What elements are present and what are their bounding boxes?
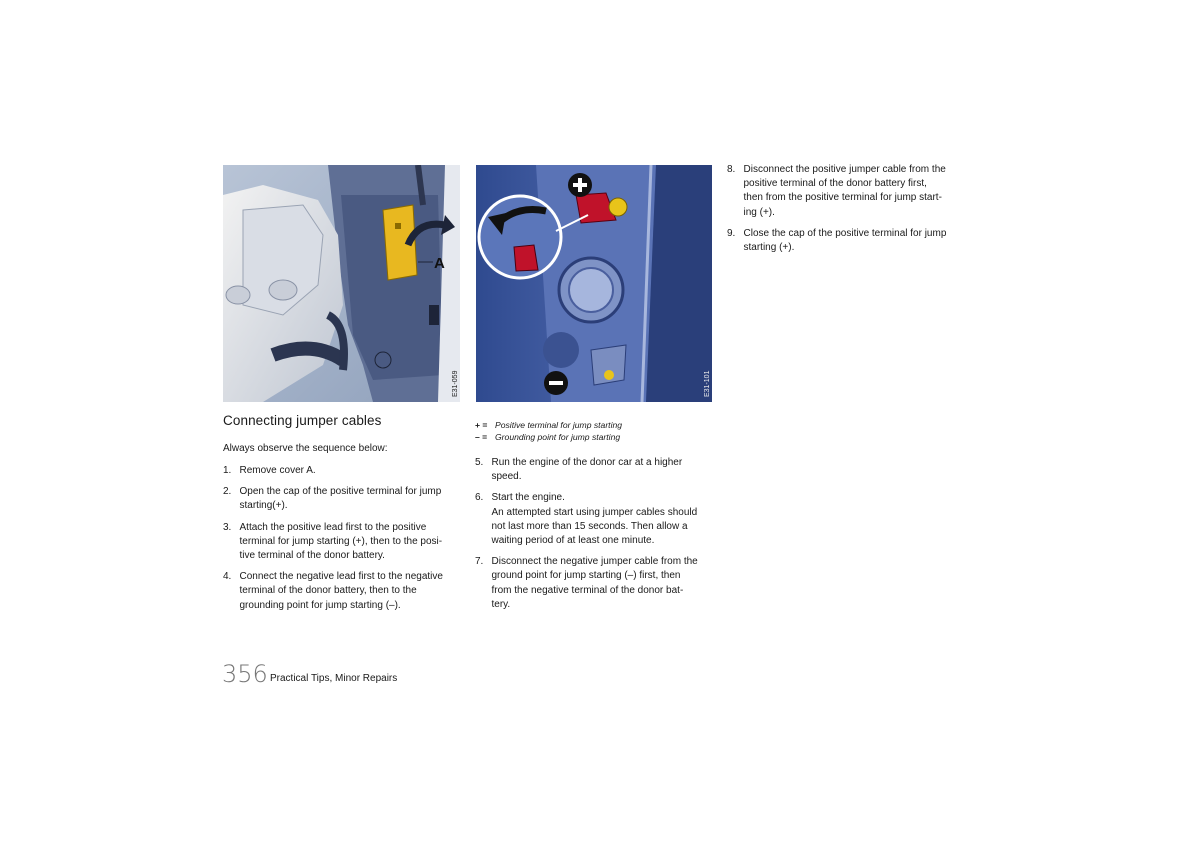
- page-number: 356: [222, 660, 268, 688]
- legend-positive: [475, 419, 622, 431]
- step-text: Run the engine of the donor car at a higher speed.: [491, 457, 683, 483]
- step-number: 4.: [223, 571, 232, 583]
- chapter-name: Practical Tips, Minor Repairs: [270, 673, 398, 684]
- step-4: [223, 570, 463, 613]
- figure2-code: E31-101: [704, 370, 711, 397]
- step-number: 2.: [223, 486, 232, 498]
- step-text: Open the cap of the positive terminal for jump starting(+).: [239, 486, 442, 512]
- intro-text: Always observe the sequence below:: [223, 443, 388, 454]
- step-5: [475, 456, 715, 484]
- step-number: 7.: [475, 556, 484, 568]
- step-text: Close the cap of the positive terminal for jump starting (+).: [743, 227, 947, 254]
- step-7: [475, 555, 715, 612]
- jump-start-terminals-illustration: [476, 165, 712, 402]
- step-1: [223, 464, 463, 478]
- legend-symbol: – =: [475, 432, 488, 442]
- figure1-code: E31-059: [452, 370, 459, 397]
- step-text: Disconnect the positive jumper cable from the positive terminal of the donor battery first, then from the positive terminal for jump start- ing (+).: [743, 164, 946, 218]
- step-number: 5.: [475, 457, 484, 468]
- step-9: [727, 227, 967, 255]
- step-number: 6.: [475, 492, 484, 504]
- cover-a-label: A: [434, 255, 445, 272]
- step-number: 8.: [727, 164, 736, 175]
- legend-text: Positive terminal for jump starting: [495, 420, 623, 430]
- step-text: Disconnect the negative jumper cable from the ground point for jump starting (–) first, then from the negative terminal of the donor bat- tery.: [491, 556, 698, 610]
- figure-legend: [475, 419, 622, 443]
- step-8: [727, 163, 967, 220]
- step-number: 1.: [223, 465, 232, 476]
- step-text: Remove cover A.: [239, 465, 316, 476]
- step-number: 9.: [727, 227, 736, 239]
- legend-symbol: + =: [475, 420, 488, 430]
- step-3: [223, 521, 463, 564]
- steps-list-column-3: [727, 163, 967, 262]
- legend-text: Grounding point for jump starting: [495, 432, 621, 442]
- steps-list-column-2: [475, 456, 715, 619]
- step-6: [475, 491, 715, 548]
- step-text: Attach the positive lead first to the positive terminal for jump starting (+), then to the posi- tive terminal of the donor battery.: [239, 521, 443, 562]
- step-text: Start the engine. An attempted start using jumper cables should not last more than 15 seconds. Then allow a waiting period of at least one minute.: [491, 492, 698, 547]
- engine-compartment-illustration: [223, 165, 460, 402]
- step-text: Connect the negative lead first to the negative terminal of the donor battery, then to the grounding point for jump starting (–).: [239, 571, 443, 611]
- legend-negative: [475, 431, 622, 443]
- steps-list-column-1: [223, 464, 463, 620]
- section-title: Connecting jumper cables: [223, 413, 382, 428]
- step-2: [223, 485, 463, 513]
- step-number: 3.: [223, 521, 232, 533]
